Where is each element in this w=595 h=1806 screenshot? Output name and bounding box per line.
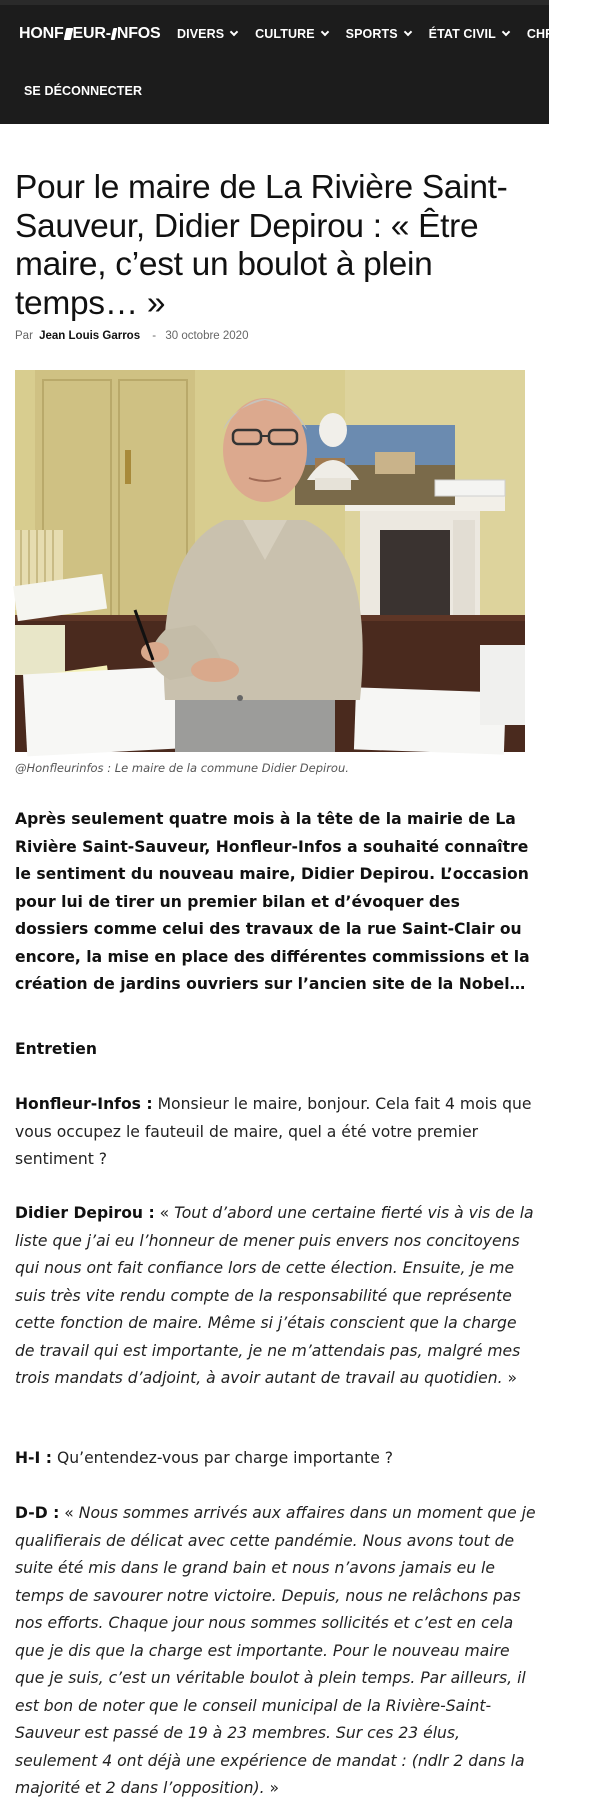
nav-item-label: ÉTAT CIVIL [428, 27, 496, 41]
nav-item-divers[interactable] [177, 27, 237, 41]
article-photo [15, 370, 525, 752]
chevron-down-icon [230, 28, 238, 36]
site-logo[interactable] [19, 21, 161, 47]
article-lead: Après seulement quatre mois à la tête de la mairie de La Rivière Saint-Sauveur, Honfleur-Infos a souhaité connaître le sentiment du nouveau maire, Didier Depirou. L’occasion pour lui de tirer un premier bilan et d’évoquer des dossiers comme celui des travaux de la rue Saint-Clair ou encore, la mise en place des différentes commissions et la création de jardins ouvriers sur l’ancien site de la Nobel… [15, 810, 530, 993]
logo-text-end: NFOS [116, 25, 161, 42]
question-text: Monsieur le maire, bonjour. Cela fait 4 mois que vous occupez le fauteuil de maire, quel a été votre premier sentiment ? [15, 1095, 532, 1168]
byline-prefix: Par [15, 330, 33, 342]
nav-item-sports[interactable] [346, 27, 411, 41]
article-title: Pour le maire de La Rivière Saint-Sauveur, Didier Depirou : « Être maire, c’est un boulot à plein temps… » [15, 169, 508, 322]
section-heading: Entretien [15, 1040, 97, 1058]
logo-f-mark-icon [63, 28, 73, 40]
logout-link[interactable]: SE DÉCONNECTER [24, 84, 143, 98]
chevron-down-icon [502, 28, 510, 36]
article-byline [15, 330, 248, 342]
interview-question-2 [15, 1445, 537, 1473]
quote-open: « [59, 1504, 79, 1522]
interview-answer-1 [15, 1200, 537, 1393]
chevron-down-icon [403, 28, 411, 36]
author-link[interactable]: Jean Louis Garros [39, 330, 141, 342]
nav-item-label: SPORTS [345, 27, 398, 41]
header-top-strip [0, 0, 549, 5]
logo-text-middle: EUR- [72, 25, 111, 42]
quote-close: » [502, 1369, 518, 1387]
logo-text-start: HONF [19, 25, 64, 42]
nav-item-label: DIVERS [177, 27, 225, 41]
speaker-label: D-D : [15, 1504, 60, 1522]
byline-separator: - [152, 330, 157, 342]
speaker-label: H-I : [15, 1449, 52, 1467]
site-header [0, 0, 577, 124]
interview-question-1 [15, 1091, 537, 1174]
quote-open: « [154, 1204, 175, 1222]
quote-close: » [264, 1779, 280, 1797]
nav-item-label: CHRONI [526, 27, 577, 41]
nav-item-label: CULTURE [255, 27, 315, 41]
question-text: Qu’entendez-vous par charge importante ? [52, 1449, 394, 1467]
chevron-down-icon [320, 28, 328, 36]
nav-item-culture[interactable] [255, 27, 328, 41]
answer-text: Nous sommes arrivés aux affaires dans un moment que je qualifierais de délicat avec cette pandémie. Nous avons tout de suite été mis dans le grand bain et nous n’avons jamais eu le temps de savourer notre victoire. Depuis, nous ne relâchons pas nos efforts. Chaque jour nous sommes sollicités et c’est en cela que je dis que la charge est importante. Pour le nouveau maire que je suis, c’est un véritable boulot à plein temps. Par ailleurs, il est bon de noter que le conseil municipal de la Rivière-Saint-Sauveur est passé de 19 à 23 membres. Sur ces 23 élus, seulement 4 ont déjà une expérience de mandat : (ndlr 2 dans la majorité et 2 dans l’opposition). [15, 1504, 536, 1797]
speaker-label: Didier Depirou : [15, 1204, 155, 1222]
nav-item-chroniques[interactable] [527, 27, 577, 41]
interview-answer-2 [15, 1500, 537, 1803]
photo-caption: @Honfleurinfos : Le maire de la commune Didier Depirou. [15, 761, 349, 775]
main-nav [177, 21, 595, 47]
answer-text: Tout d’abord une certaine fierté vis à vis de la liste que j’ai eu l’honneur de mener puis envers nos concitoyens qui nous ont fait confiance lors de cette élection. Ensuite, je me suis très vite rendu compte de la responsabilité que représente cette fonction de maire. Même si j’étais conscient que la charge de travail qui est importante, je ne m’attendais pas, malgré mes trois mandats d’adjoint, à avoir autant de travail au quotidien. [15, 1204, 534, 1387]
publish-date: 30 octobre 2020 [165, 330, 249, 342]
speaker-label: Honfleur-Infos : [15, 1095, 153, 1113]
nav-item-etat-civil[interactable] [429, 27, 509, 41]
